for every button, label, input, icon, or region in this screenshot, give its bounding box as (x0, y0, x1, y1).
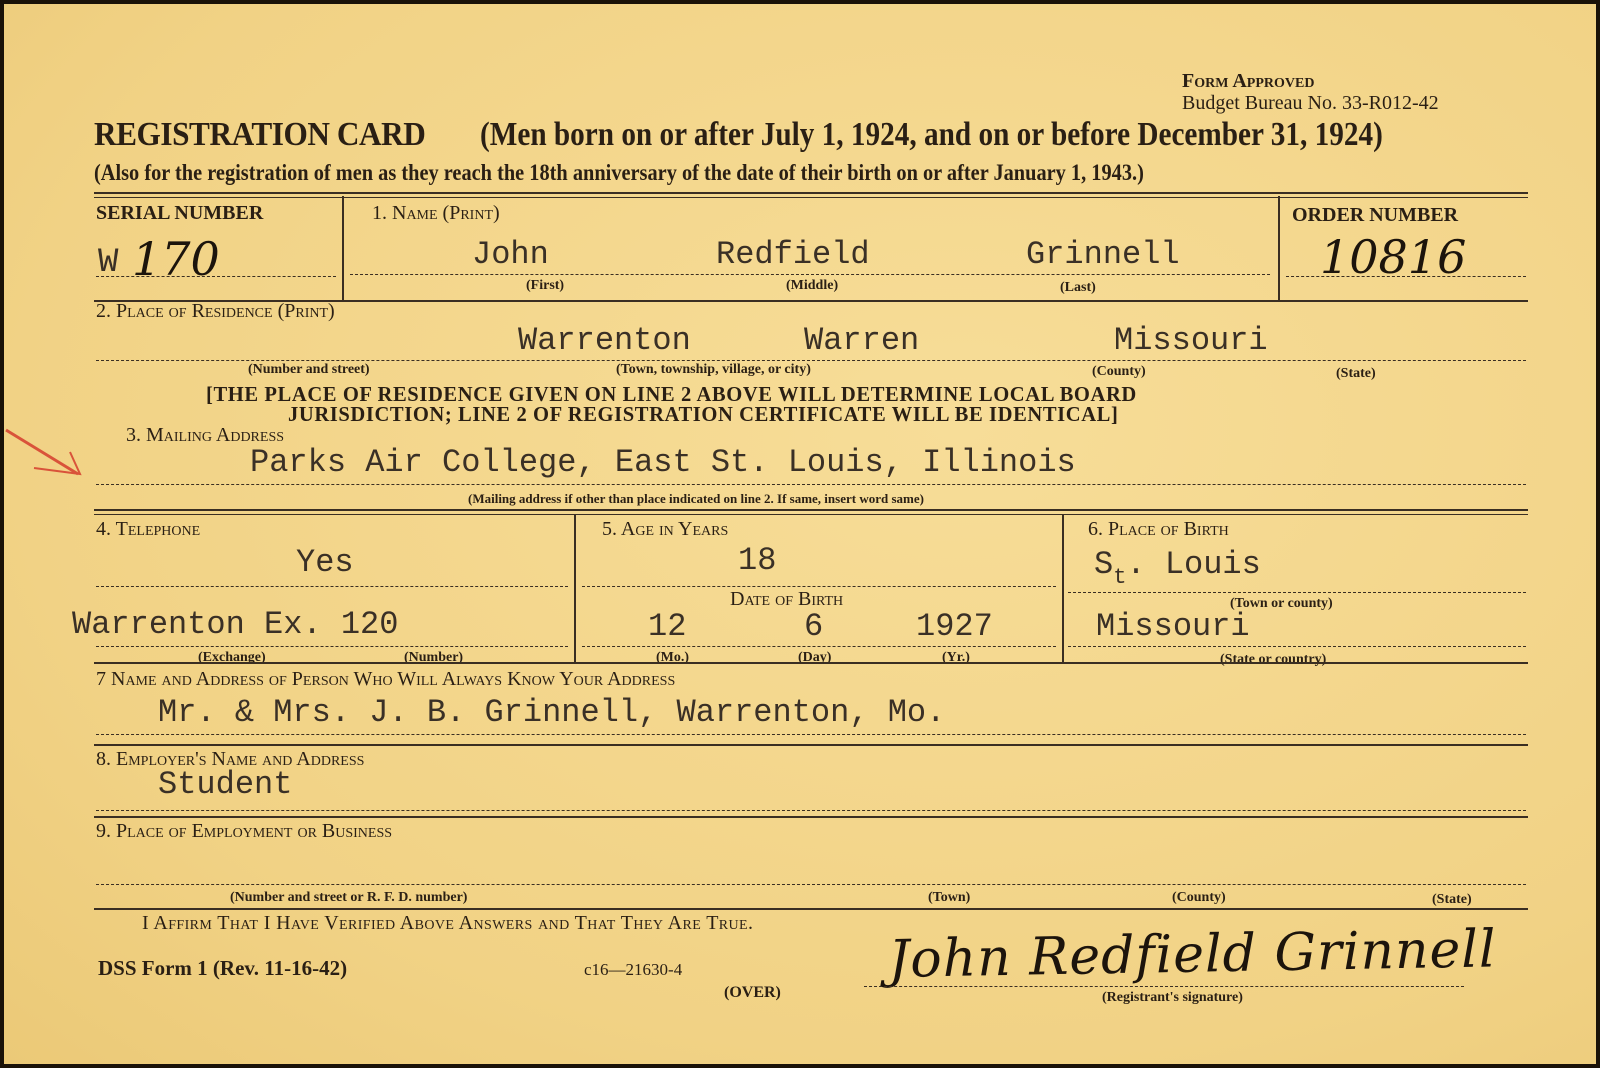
dob-line (582, 646, 1056, 647)
exchange-caption: (Exchange) (198, 650, 266, 665)
residence-county-value: Warren (804, 322, 920, 359)
over-label: (OVER) (724, 984, 781, 1001)
card-title-range: (Men born on or after July 1, 1924, and on or before December 31, 1924) (480, 116, 1383, 153)
residence-town-caption: (Town, township, village, or city) (616, 362, 811, 377)
registrant-signature: John Redfield Grinnell (888, 919, 1497, 990)
signature-line (864, 986, 1464, 987)
budget-bureau-number: Budget Bureau No. 33-R012-42 (1182, 92, 1439, 114)
residence-state-value: Missouri (1114, 322, 1268, 359)
last-name-value: Grinnell (1026, 236, 1180, 273)
first-name-value: John (472, 236, 549, 273)
employer-label: 8. Employer's Name and Address (96, 748, 365, 770)
employment-line (96, 884, 1526, 885)
telephone-label: 4. Telephone (96, 518, 201, 540)
residence-county-caption: (County) (1092, 364, 1146, 379)
divider (1062, 514, 1064, 662)
form-id: DSS Form 1 (Rev. 11-16-42) (98, 956, 348, 980)
row-rule (94, 509, 1528, 511)
residence-street-caption: (Number and street) (248, 362, 370, 377)
birthplace-state-line (1068, 646, 1526, 647)
row-rule (94, 744, 1528, 746)
age-label: 5. Age in Years (602, 518, 729, 540)
date-of-birth-label: Date of Birth (730, 588, 844, 610)
print-code: c16—21630-4 (584, 960, 683, 979)
birthplace-town-value: $S_t$. Louis (1094, 546, 1261, 590)
serial-number-label: SERIAL NUMBER (96, 202, 264, 224)
first-caption: (First) (526, 278, 565, 293)
row-rule (94, 908, 1528, 910)
employment-label: 9. Place of Employment or Business (96, 820, 393, 842)
last-caption: (Last) (1060, 280, 1096, 295)
divider (342, 196, 344, 300)
middle-caption: (Middle) (786, 278, 839, 293)
residence-notice-line1: [THE PLACE OF RESIDENCE GIVEN ON LINE 2 ABOVE WILL DETERMINE LOCAL BOARD (206, 382, 1137, 406)
name-label: 1. Name (Print) (372, 202, 500, 224)
birth-month-value: 12 (648, 608, 687, 645)
exchange-line (96, 646, 568, 647)
day-caption: (Day) (798, 650, 832, 665)
residence-notice-line2: JURISDICTION; LINE 2 OF REGISTRATION CERTIFICATE WILL BE IDENTICAL] (288, 402, 1119, 426)
telephone-line (96, 586, 568, 587)
header-rule (94, 192, 1528, 194)
residence-line (96, 360, 1526, 361)
month-caption: (Mo.) (656, 650, 690, 665)
red-arrow-mark (4, 422, 94, 482)
row-rule (94, 662, 1528, 664)
name-line (350, 274, 1270, 275)
age-line (582, 586, 1056, 587)
signature-caption: (Registrant's signature) (1102, 990, 1243, 1005)
mailing-label: 3. Mailing Address (126, 424, 285, 446)
order-line (1286, 276, 1526, 277)
mailing-address-value: Parks Air College, East St. Louis, Illinois (250, 444, 1076, 481)
order-number-label: ORDER NUMBER (1292, 204, 1459, 226)
header-rule-thin (94, 197, 1528, 198)
card-subtitle: (Also for the registration of men as they reach the 18th anniversary of the date of their birth on or after January 1, 1943.) (94, 160, 1144, 185)
year-caption: (Yr.) (942, 650, 970, 665)
birthplace-line (1068, 592, 1526, 593)
card-title: REGISTRATION CARD (94, 116, 426, 153)
row-rule (94, 816, 1528, 818)
employer-value: Student (158, 766, 293, 803)
telephone-exchange-value: Warrenton Ex. 120 (72, 606, 399, 643)
employment-county-caption: (County) (1172, 890, 1226, 905)
divider (1278, 196, 1280, 300)
employer-line (96, 810, 1526, 811)
affirmation-text: I Affirm That I Have Verified Above Answers and That They Are True. (142, 912, 754, 934)
employment-street-caption: (Number and street or R. F. D. number) (230, 890, 468, 905)
employment-town-caption: (Town) (928, 890, 971, 905)
middle-name-value: Redfield (716, 236, 870, 273)
mailing-caption: (Mailing address if other than place indicated on line 2. If same, insert word same) (468, 491, 924, 506)
birthplace-state-caption: (State or country) (1220, 652, 1327, 667)
telephone-value: Yes (296, 544, 354, 581)
registration-card (4, 4, 1596, 1064)
contact-line (96, 734, 1526, 735)
residence-label: 2. Place of Residence (Print) (96, 300, 335, 322)
age-value: 18 (738, 542, 777, 579)
divider (574, 514, 576, 662)
birthplace-town-caption: (Town or county) (1230, 596, 1333, 611)
row-rule-thin (94, 514, 1528, 515)
order-number-value: 10816 (1320, 230, 1467, 284)
birth-year-value: 1927 (916, 608, 993, 645)
residence-town-value: Warrenton (518, 322, 691, 359)
birthplace-state-value: Missouri (1096, 608, 1250, 645)
residence-state-caption: (State) (1336, 366, 1376, 381)
contact-value: Mr. & Mrs. J. B. Grinnell, Warrenton, Mo. (158, 694, 946, 731)
mailing-line (96, 484, 1526, 485)
contact-label: 7 Name and Address of Person Who Will Always Know Your Address (96, 668, 676, 690)
number-caption: (Number) (404, 650, 464, 665)
serial-line (96, 276, 336, 277)
birth-day-value: 6 (804, 608, 824, 645)
form-approved-label: Form Approved (1182, 70, 1315, 92)
serial-number-value: 170 (132, 232, 220, 286)
employment-state-caption: (State) (1432, 892, 1472, 907)
birthplace-label: 6. Place of Birth (1088, 518, 1229, 540)
serial-prefix: W (98, 244, 119, 282)
